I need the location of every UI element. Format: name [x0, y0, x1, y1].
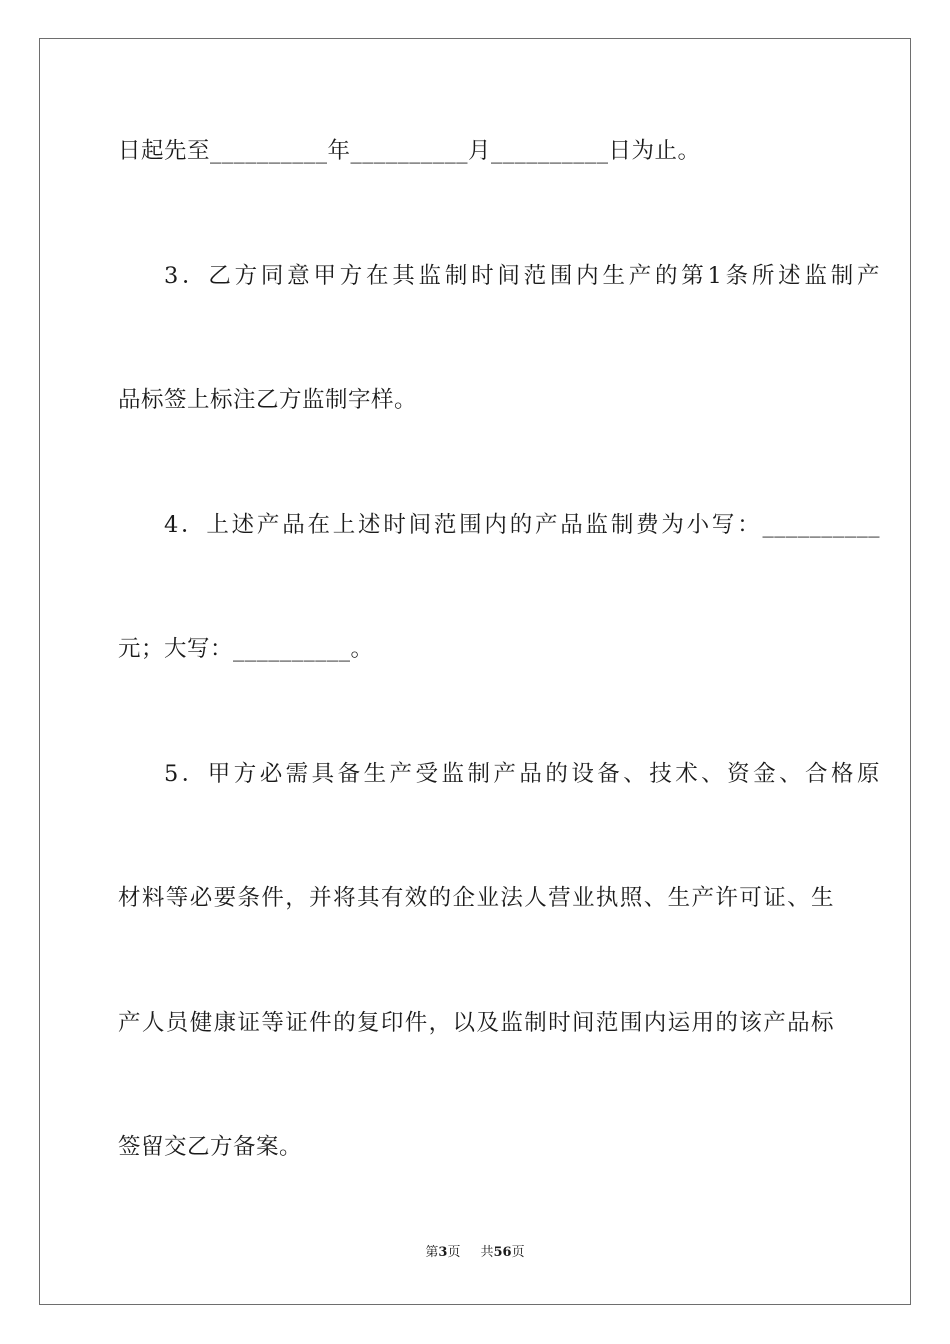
text-line-1: 日起先至__________年__________月__________日为止。 — [118, 138, 701, 164]
total-prefix: 共 — [480, 1245, 494, 1260]
page-suffix: 页 — [447, 1245, 461, 1260]
current-page-number: 3 — [438, 1245, 448, 1260]
page-border — [39, 38, 911, 1305]
page-prefix: 第 — [425, 1245, 439, 1260]
clause-3-line-2: 品标签上标注乙方监制字样。 — [118, 387, 418, 413]
total-suffix: 页 — [511, 1245, 525, 1260]
clause-4-line-1: 4．上述产品在上述时间范围内的产品监制费为小写：__________ — [164, 512, 880, 538]
clause-5-line-1: 5．甲方必需具备生产受监制产品的设备、技术、资金、合格原 — [164, 761, 880, 787]
clause-3-line-1: 3．乙方同意甲方在其监制时间范围内生产的第1条所述监制产 — [164, 263, 880, 289]
clause-5-line-3: 产人员健康证等证件的复印件，以及监制时间范围内运用的该产品标 — [118, 1010, 834, 1036]
clause-5-line-2: 材料等必要条件，并将其有效的企业法人营业执照、生产许可证、生 — [118, 885, 834, 911]
clause-4-line-2: 元；大写：__________。 — [118, 636, 374, 662]
clause-5-line-4: 签留交乙方备案。 — [118, 1134, 303, 1160]
total-page-number: 56 — [493, 1245, 512, 1260]
page-footer — [0, 1244, 950, 1262]
